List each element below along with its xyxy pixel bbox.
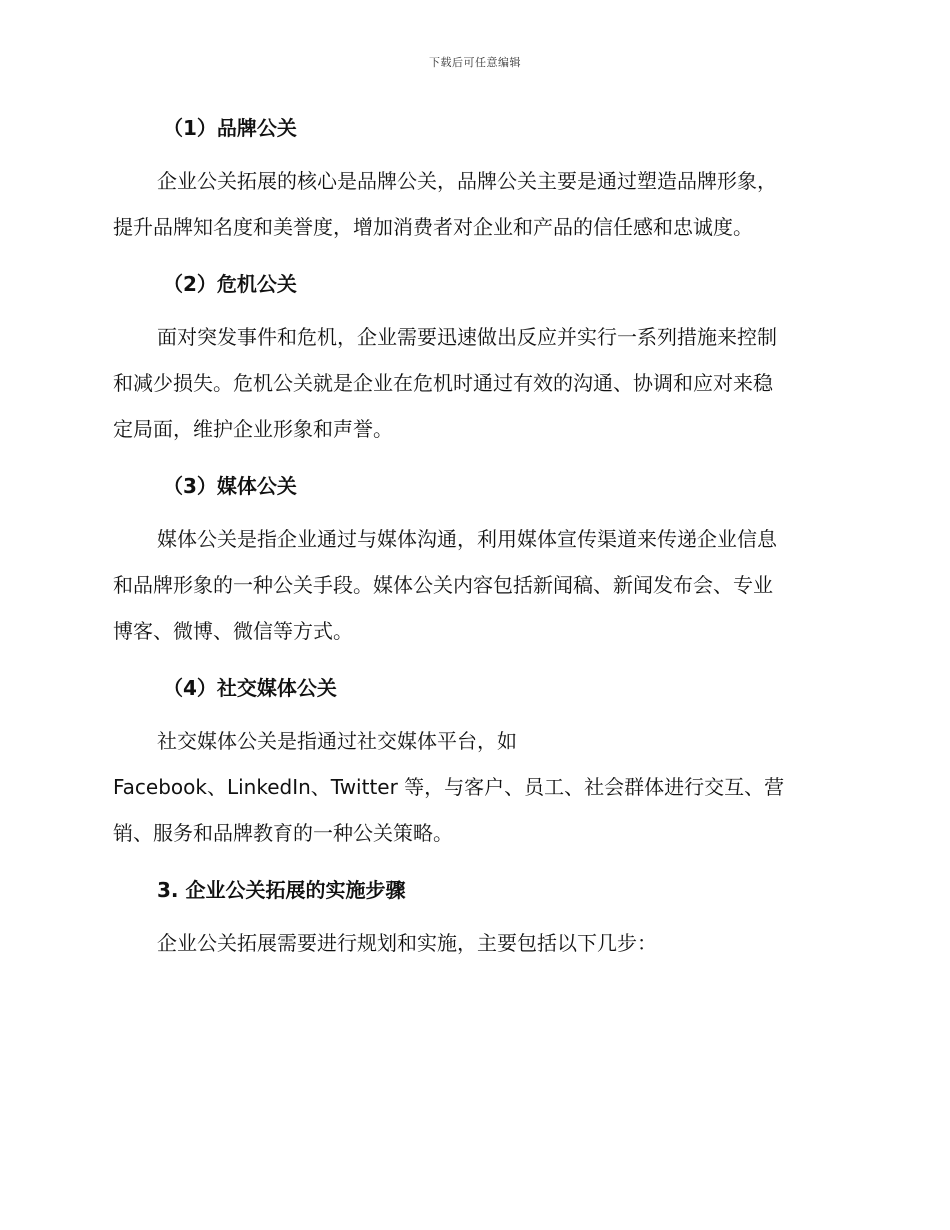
- section-paragraph: [113, 158, 833, 250]
- paragraph-line: 社交媒体公关是指通过社交媒体平台，如: [157, 729, 517, 753]
- section-heading: （3）媒体公关: [163, 474, 297, 498]
- section-social-media-pr: [113, 672, 833, 874]
- section-paragraph: [113, 516, 833, 654]
- paragraph-line: Facebook、LinkedIn、Twitter 等，与客户、员工、社会群体进行交互、营: [113, 775, 785, 799]
- section-paragraph: [113, 718, 833, 856]
- section-brand-pr: [113, 112, 833, 268]
- paragraph-line: 提升品牌知名度和美誉度，增加消费者对企业和产品的信任感和忠诚度。: [113, 215, 753, 239]
- section-implementation-steps: [113, 874, 833, 966]
- section-heading: （4）社交媒体公关: [163, 676, 337, 700]
- paragraph-line: 销、服务和品牌教育的一种公关策略。: [113, 821, 453, 845]
- paragraph-line: 面对突发事件和危机，企业需要迅速做出反应并实行一系列措施来控制: [157, 325, 777, 349]
- page-header-note: 下载后可任意编辑: [429, 56, 521, 69]
- paragraph-line: 定局面，维护企业形象和声誉。: [113, 417, 393, 441]
- section-paragraph: [113, 920, 833, 966]
- paragraph-line: 和品牌形象的一种公关手段。媒体公关内容包括新闻稿、新闻发布会、专业: [113, 573, 773, 597]
- section-crisis-pr: [113, 268, 833, 470]
- paragraph-line: 和减少损失。危机公关就是企业在危机时通过有效的沟通、协调和应对来稳: [113, 371, 773, 395]
- paragraph-line: 企业公关拓展的核心是品牌公关，品牌公关主要是通过塑造品牌形象，: [157, 169, 777, 193]
- paragraph-line: 媒体公关是指企业通过与媒体沟通，利用媒体宣传渠道来传递企业信息: [157, 527, 777, 551]
- section-paragraph: [113, 314, 833, 452]
- section-media-pr: [113, 470, 833, 672]
- paragraph-line: 企业公关拓展需要进行规划和实施，主要包括以下几步：: [157, 931, 657, 955]
- document-body: [113, 112, 833, 966]
- paragraph-line: 博客、微博、微信等方式。: [113, 619, 353, 643]
- section-heading: （2）危机公关: [163, 272, 297, 296]
- section-heading: （1）品牌公关: [163, 116, 297, 140]
- section-heading: 3. 企业公关拓展的实施步骤: [157, 878, 406, 902]
